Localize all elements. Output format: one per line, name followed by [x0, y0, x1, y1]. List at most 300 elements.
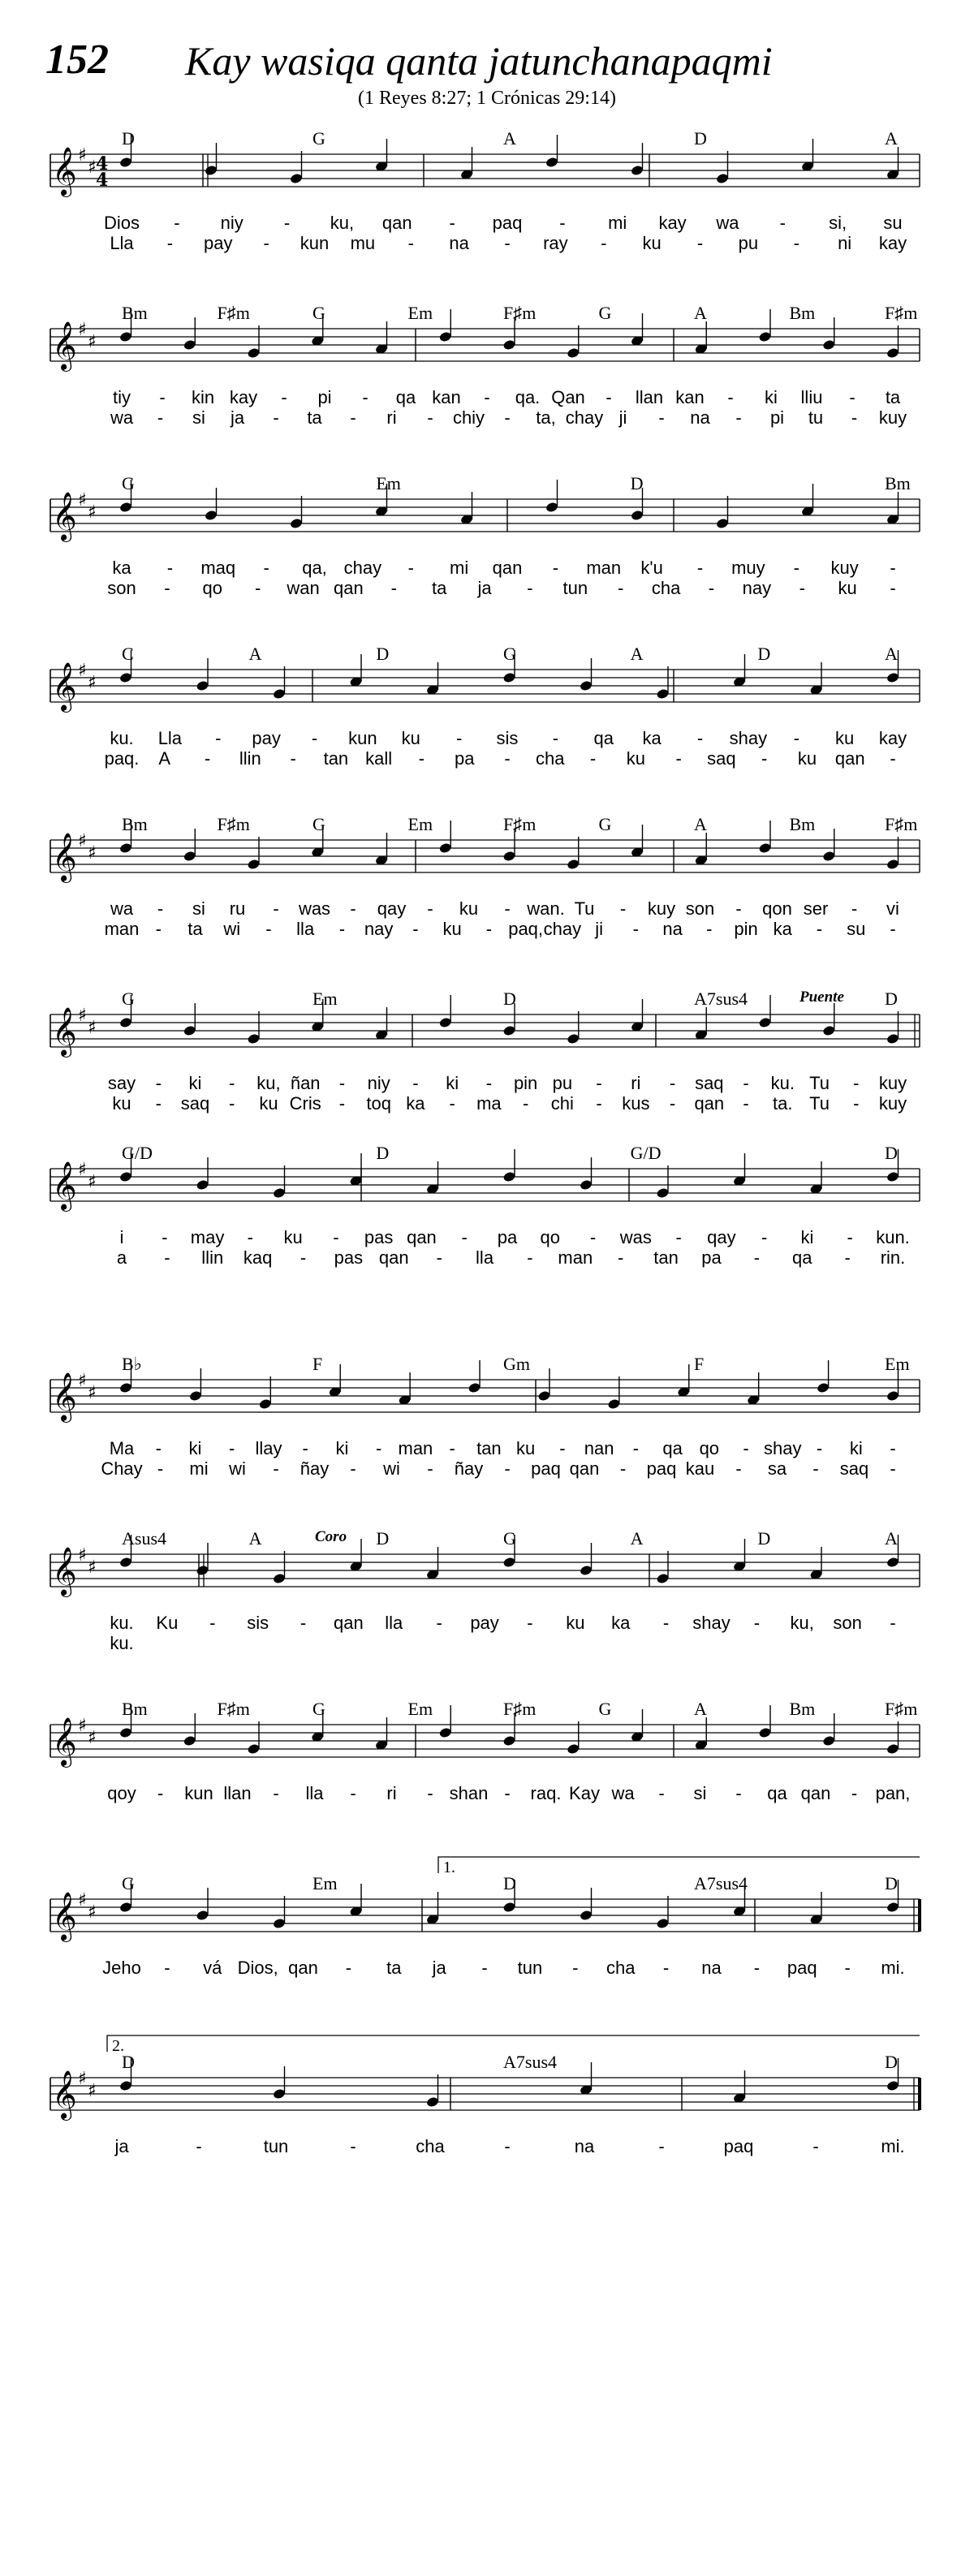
lyric-verse-1: - — [853, 1073, 860, 1093]
lyric-verse-1: - — [527, 1613, 533, 1633]
lyric-verse-2: ku — [259, 1093, 278, 1114]
lyric-verse-1: mi — [608, 213, 627, 233]
treble-clef-icon: 𝄞 — [52, 2070, 77, 2119]
lyric-verse-2: - — [390, 578, 397, 598]
lyric-verse-1: raq. — [530, 1783, 562, 1803]
sharp-icon: ♯ — [78, 831, 87, 851]
chord-symbol: Em — [312, 989, 338, 1009]
lyric-verse-1: kan — [675, 387, 705, 407]
lyric-verse-2: - — [504, 233, 511, 253]
lyric-verse-1: - — [247, 1227, 253, 1247]
lyric-verse-1: sis — [247, 1613, 269, 1633]
lyric-verse-1: Dios, — [237, 1958, 278, 1978]
lyric-verse-2: - — [418, 748, 425, 769]
chord-symbol: D — [885, 1873, 898, 1893]
lyric-verse-1: - — [793, 558, 799, 578]
chord-symbol: D — [885, 989, 898, 1009]
sharp-icon: ♯ — [78, 1890, 87, 1910]
lyric-verse-1: qa — [593, 728, 614, 748]
lyric-verse-1: ki — [849, 1438, 863, 1458]
lyric-verse-1: - — [484, 387, 490, 407]
lyric-verse-1: - — [847, 1227, 853, 1247]
lyric-verse-1: si — [192, 898, 205, 919]
lyric-verse-1: - — [263, 558, 269, 578]
chord-symbol: F — [694, 1354, 705, 1374]
lyric-verse-2: cha — [651, 578, 681, 598]
chord-symbol: G — [312, 303, 325, 323]
lyric-verse-1: pi — [317, 387, 332, 407]
lyric-verse-2: ja — [230, 407, 245, 428]
lyric-verse-2: saq — [839, 1458, 869, 1479]
lyric-verse-2: kau — [685, 1458, 715, 1479]
chord-symbol: F♯m — [217, 303, 250, 323]
lyric-verse-2: - — [632, 919, 639, 939]
lyric-verse-2: - — [265, 919, 272, 939]
lyric-verse-1: - — [735, 898, 742, 919]
chord-symbol: A — [248, 1528, 262, 1549]
lyric-verse-2: pi — [769, 407, 785, 428]
lyric-verse-1: ki — [188, 1073, 202, 1093]
lyric-verse-2: toq — [366, 1093, 391, 1114]
sharp-icon: ♯ — [88, 2081, 97, 2101]
song-number: 152 — [45, 37, 109, 83]
lyric-verse-2: - — [619, 1458, 627, 1479]
lyric-verse-1: qo — [699, 1438, 720, 1458]
chord-symbol: D — [503, 1873, 516, 1893]
lyric-verse-1: qa — [767, 1783, 787, 1803]
lyric-verse-1: kay — [878, 728, 907, 748]
lyric-verse-1: kuy — [647, 898, 676, 919]
lyric-verse-1: - — [890, 1613, 896, 1633]
lyric-verse-2: llin — [239, 748, 261, 769]
lyric-verse-2: na — [449, 233, 469, 253]
lyric-verse-1: cha — [416, 2136, 445, 2156]
lyric-verse-2: - — [753, 1247, 761, 1268]
lyric-verse-1: ki — [188, 1438, 202, 1458]
lyric-verse-1: Tu — [809, 1073, 830, 1093]
lyric-verse-2: pa — [701, 1247, 722, 1268]
lyric-verse-1: - — [753, 1958, 761, 1978]
treble-clef-icon: 𝄞 — [52, 1372, 77, 1421]
lyric-verse-2: - — [166, 233, 174, 253]
lyric-verse-1: chay — [343, 558, 382, 578]
lyric-verse-1: ku — [515, 1438, 536, 1458]
lyric-verse-1: Tu — [574, 898, 595, 919]
lyric-verse-1: - — [743, 1438, 749, 1458]
lyric-verse-1: lla — [385, 1613, 403, 1633]
lyric-verse-1: ku, — [256, 1073, 281, 1093]
lyric-verse-1: ri — [386, 1783, 397, 1803]
sharp-icon: ♯ — [78, 1716, 87, 1736]
lyric-verse-2: ku — [642, 233, 662, 253]
chord-symbol: D — [503, 989, 516, 1009]
lyric-verse-1: ja — [114, 2136, 129, 2156]
lyric-verse-1: - — [196, 2136, 202, 2156]
lyric-verse-1: llan — [635, 387, 664, 407]
chord-symbol: G/D — [630, 1143, 662, 1163]
lyric-verse-1: - — [455, 728, 463, 748]
lyric-verse-1: qa. — [515, 387, 541, 407]
lyric-verse-2: chi — [550, 1093, 574, 1114]
lyric-verse-1: ñan — [290, 1073, 321, 1093]
treble-clef-icon: 𝄞 — [52, 1007, 77, 1056]
lyric-verse-1: - — [273, 898, 279, 919]
lyric-verse-1: Kay — [569, 1783, 600, 1803]
lyric-verse-2: ja — [477, 578, 492, 598]
treble-clef-icon: 𝄞 — [52, 1161, 77, 1210]
lyric-verse-1: was — [619, 1227, 652, 1247]
lyric-verse-1: - — [209, 1613, 216, 1633]
lyric-verse-1: ku. — [110, 728, 134, 748]
lyric-verse-1: shan — [449, 1783, 489, 1803]
lyric-verse-2: chiy — [452, 407, 485, 428]
lyric-verse-1: qan — [800, 1783, 831, 1803]
lyric-verse-1: - — [761, 1227, 768, 1247]
lyric-verse-1: - — [669, 1073, 676, 1093]
lyric-verse-1: - — [675, 1227, 682, 1247]
sharp-icon: ♯ — [88, 157, 97, 178]
lyric-verse-2: tan — [323, 748, 349, 769]
lyric-verse-1: Qan — [551, 387, 585, 407]
volta-number: 2. — [112, 2037, 124, 2055]
lyric-verse-1: - — [844, 1958, 851, 1978]
lyric-verse-1: ri — [631, 1073, 641, 1093]
lyric-verse-1: - — [793, 728, 799, 748]
lyric-verse-1: pin — [513, 1073, 538, 1093]
lyric-verse-1: ku — [566, 1613, 585, 1633]
lyric-verse-1: - — [619, 898, 627, 919]
lyric-verse-1: ru — [229, 898, 246, 919]
lyric-verse-2: - — [155, 919, 162, 939]
lyric-verse-2: kus — [622, 1093, 650, 1114]
lyric-verse-1: qon — [762, 898, 792, 919]
lyric-verse-2: wi — [229, 1458, 246, 1479]
chord-symbol: D — [122, 2052, 135, 2072]
chord-symbol: G — [598, 814, 612, 834]
lyric-verse-2: saq — [707, 748, 736, 769]
lyric-verse-1: kun. — [876, 1227, 910, 1247]
lyric-verse-1: pan, — [875, 1783, 911, 1803]
lyric-verse-1: - — [727, 387, 734, 407]
treble-clef-icon: 𝄞 — [52, 492, 77, 541]
lyric-verse-2: - — [164, 578, 170, 598]
lyric-verse-1: ku. — [770, 1073, 795, 1093]
lyric-verse-1: wa — [110, 898, 134, 919]
chord-symbol: D — [376, 644, 390, 664]
lyric-verse-1: - — [504, 1783, 511, 1803]
lyric-verse-1: qan — [381, 213, 412, 233]
lyric-verse-1: - — [164, 1958, 170, 1978]
lyric-verse-1: ku — [283, 1227, 303, 1247]
chord-symbol: D — [694, 128, 707, 149]
lyric-verse-2: - — [350, 407, 356, 428]
lyric-verse-2: wa — [110, 407, 134, 428]
sharp-icon: ♯ — [88, 1172, 97, 1192]
chord-symbol: F♯m — [503, 303, 537, 323]
lyric-verse-1: ka — [642, 728, 662, 748]
lyric-verse-1: pa — [497, 1227, 518, 1247]
lyric-verse-2: a — [116, 1247, 127, 1268]
lyric-verse-1: wa — [611, 1783, 635, 1803]
lyric-verse-2: ri — [386, 407, 397, 428]
time-signature-top: 4 — [96, 153, 109, 174]
lyric-verse-1: lla — [305, 1783, 324, 1803]
section-mark: Coro — [315, 1528, 347, 1545]
lyric-verse-2: - — [761, 748, 768, 769]
lyric-verse-2: paq — [531, 1458, 561, 1479]
lyric-verse-2: man — [104, 919, 140, 939]
lyric-verse-1: tan — [476, 1438, 502, 1458]
treble-clef-icon: 𝄞 — [52, 662, 77, 711]
lyric-verse-2: - — [412, 919, 419, 939]
chord-symbol: Bm — [885, 473, 911, 493]
lyric-verse-2: qan — [834, 748, 865, 769]
lyric-verse-2: - — [504, 1458, 511, 1479]
lyric-verse-2: kuy — [878, 407, 907, 428]
lyric-verse-2: mu — [350, 233, 376, 253]
lyric-verse-2: ka — [406, 1093, 425, 1114]
lyric-verse-2: kay — [878, 233, 907, 253]
lyric-verse-2: - — [601, 233, 607, 253]
lyric-verse-1: - — [273, 1783, 279, 1803]
lyric-verse-2: - — [350, 1458, 356, 1479]
treble-clef-icon: 𝄞 — [52, 1717, 77, 1766]
lyric-verse-1: - — [300, 1613, 307, 1633]
chord-symbol: A7sus4 — [694, 989, 748, 1009]
time-signature-bottom: 4 — [96, 170, 109, 191]
lyric-verse-1: - — [735, 1783, 742, 1803]
lyric-verse-1: - — [743, 1073, 749, 1093]
lyric-verse-2: pa — [454, 748, 475, 769]
lyric-verse-2: llin — [201, 1247, 224, 1268]
lyric-verse-1: vá — [203, 1958, 222, 1978]
lyric-verse-2: wi — [223, 919, 241, 939]
sharp-icon: ♯ — [88, 1902, 97, 1923]
lyric-verse-2: son — [107, 578, 136, 598]
lyric-verse-1: lliu — [800, 387, 823, 407]
chord-symbol: F♯m — [217, 1699, 250, 1719]
lyric-verse-1: tun — [263, 2136, 289, 2156]
chord-symbol: D — [376, 1528, 390, 1549]
treble-clef-icon: 𝄞 — [52, 147, 77, 196]
lyric-verse-1: ki — [335, 1438, 349, 1458]
lyric-verse-1: ka — [611, 1613, 631, 1633]
chord-symbol: A7sus4 — [694, 1873, 748, 1893]
lyric-verse-2: paq. — [104, 748, 140, 769]
lyric-verse-1: man — [398, 1438, 433, 1458]
lyric-verse-2: - — [254, 578, 261, 598]
lyric-verse-1: mi — [450, 558, 469, 578]
lyric-verse-2: - — [706, 919, 713, 939]
lyric-verse-1: - — [436, 1613, 442, 1633]
lyric-verse-1: Dios — [103, 213, 140, 233]
lyric-verse-2: - — [890, 919, 896, 939]
lyric-verse-1: Jeho — [102, 1958, 141, 1978]
lyric-verse-2: - — [890, 748, 896, 769]
lyric-verse-2: - — [263, 233, 269, 253]
chord-symbol: A — [694, 303, 707, 323]
lyric-verse-1: niy — [367, 1073, 390, 1093]
chord-symbol: G — [312, 128, 325, 149]
lyric-verse-2: ñay — [300, 1458, 330, 1479]
lyric-verse-1: maq — [200, 558, 236, 578]
lyric-verse-2: - — [793, 233, 799, 253]
lyric-verse-2: ta. — [773, 1093, 793, 1114]
chord-symbol: Em — [407, 303, 433, 323]
lyric-verse-1: wan. — [527, 898, 565, 919]
lyric-verse-2: - — [427, 407, 433, 428]
lyric-verse-1: qa, — [302, 558, 327, 578]
lyric-verse-1: wa — [716, 213, 739, 233]
lyric-verse-2: Chay — [101, 1458, 143, 1479]
lyric-verse-2: tun — [562, 578, 588, 598]
lyric-verse-2: - — [290, 748, 296, 769]
lyric-verse-2: kall — [365, 748, 393, 769]
lyric-verse-1: - — [461, 1227, 468, 1247]
lyric-verse-1: - — [229, 1073, 235, 1093]
lyric-verse-2: ka — [773, 919, 792, 939]
chord-symbol: Asus4 — [122, 1528, 167, 1549]
lyric-verse-1: llay — [255, 1438, 282, 1458]
lyric-verse-1: - — [215, 728, 222, 748]
lyric-verse-1: - — [552, 728, 559, 748]
lyric-verse-2: pu — [738, 233, 759, 253]
lyric-verse-1: - — [559, 213, 566, 233]
lyric-verse-2: - — [155, 1093, 162, 1114]
lyric-verse-1: - — [606, 387, 612, 407]
lyric-verse-1: - — [166, 558, 174, 578]
lyric-verse-1: - — [427, 1783, 433, 1803]
chord-symbol: G — [122, 473, 135, 493]
lyric-verse-2: - — [273, 1458, 279, 1479]
lyric-verse-1: k'u — [640, 558, 663, 578]
lyric-verse-1: - — [572, 1958, 579, 1978]
chord-symbol: F — [312, 1354, 323, 1374]
lyric-verse-1: i — [119, 1227, 124, 1247]
lyric-verse-1: - — [345, 1958, 352, 1978]
lyric-verse-1: - — [890, 1438, 896, 1458]
chord-symbol: D — [757, 1528, 771, 1549]
lyric-verse-1: - — [229, 1438, 235, 1458]
lyric-verse-1: ki — [446, 1073, 459, 1093]
lyric-verse-2: ñay — [454, 1458, 484, 1479]
lyric-verse-1: - — [449, 1438, 455, 1458]
lyric-verse-1: ku. — [110, 1613, 134, 1633]
lyric-verse-1: - — [159, 387, 166, 407]
lyric-verse-2: kun — [300, 233, 330, 253]
lyric-verse-1: paq — [723, 2136, 754, 2156]
sharp-icon: ♯ — [78, 320, 87, 340]
lyric-verse-1: - — [157, 1783, 164, 1803]
lyric-verse-1: si — [693, 1783, 707, 1803]
lyric-verse-1: ku — [835, 728, 855, 748]
lyric-verse-2: ta — [431, 578, 447, 598]
chord-symbol: A — [694, 1699, 707, 1719]
lyric-verse-2: su — [847, 919, 866, 939]
chord-symbol: B♭ — [122, 1354, 143, 1374]
lyric-verse-1: qa — [395, 387, 416, 407]
lyric-verse-1: tiy — [113, 387, 131, 407]
sharp-icon: ♯ — [78, 490, 87, 510]
lyric-verse-2: paq, — [508, 919, 544, 939]
lyric-verse-2: - — [504, 407, 511, 428]
lyric-verse-2: - — [436, 1247, 442, 1268]
lyric-verse-1: qa — [662, 1438, 683, 1458]
sharp-icon: ♯ — [78, 1545, 87, 1566]
chord-symbol: D — [122, 128, 135, 149]
lyric-verse-2: ray — [543, 233, 568, 253]
lyric-verse-1: vi — [886, 898, 899, 919]
sharp-icon: ♯ — [78, 2069, 87, 2089]
chord-symbol: G — [312, 1699, 325, 1719]
lyric-verse-2: - — [204, 748, 211, 769]
lyric-verse-1: kun — [348, 728, 377, 748]
chord-symbol: G — [503, 1528, 516, 1549]
chord-symbol: Gm — [503, 1354, 530, 1374]
chord-symbol: Bm — [789, 814, 816, 834]
lyric-verse-1: qan — [334, 1613, 364, 1633]
lyric-verse-2: - — [735, 1458, 742, 1479]
lyric-verse-1: - — [696, 728, 704, 748]
chord-symbol: D — [757, 644, 771, 664]
lyric-verse-1: si, — [829, 213, 847, 233]
lyric-verse-1: ta — [885, 387, 901, 407]
lyric-verse-1: - — [890, 558, 896, 578]
lyric-verse-2: - — [853, 1093, 860, 1114]
lyric-verse-2: - — [164, 1247, 170, 1268]
lyric-verse-2: ku — [797, 748, 817, 769]
lyric-verse-1: - — [155, 1438, 162, 1458]
lyric-verse-1: - — [362, 387, 368, 407]
lyric-verse-1: qan — [288, 1958, 318, 1978]
lyric-verse-2: qan — [569, 1458, 600, 1479]
chord-symbol: C — [122, 644, 134, 664]
lyric-verse-1: - — [283, 213, 291, 233]
lyric-verse-1: pas — [364, 1227, 394, 1247]
lyric-verse-2: - — [504, 748, 511, 769]
lyric-verse-1: - — [662, 1958, 670, 1978]
lyric-verse-2: si — [192, 407, 205, 428]
lyric-verse-1: mi. — [881, 1958, 905, 1978]
lyric-verse-1: - — [449, 213, 455, 233]
lyric-verse-2: ta — [307, 407, 322, 428]
lyric-verse-2: ku — [626, 748, 645, 769]
lyric-verse-2: ku — [442, 919, 462, 939]
lyric-verse-1: - — [658, 2136, 665, 2156]
lyric-verse-1: qo — [540, 1227, 561, 1247]
lyric-verse-1: - — [427, 898, 433, 919]
lyric-verse-2: - — [669, 1093, 676, 1114]
lyric-verse-1: qan — [407, 1227, 437, 1247]
sharp-icon: ♯ — [78, 145, 87, 166]
lyric-verse-1: - — [302, 1438, 308, 1458]
chord-symbol: G — [122, 1873, 135, 1893]
lyric-verse-1: ja — [432, 1958, 446, 1978]
lyric-verse-2: - — [300, 1247, 307, 1268]
volta-bracket — [438, 1857, 920, 1873]
lyric-verse-1: - — [281, 387, 287, 407]
lyric-verse-1: kun — [184, 1783, 213, 1803]
lyric-verse-2: ji — [595, 919, 603, 939]
lyric-verse-1: son — [685, 898, 715, 919]
lyric-verse-1: - — [596, 1073, 602, 1093]
lyric-verse-2: qo — [202, 578, 223, 598]
lyric-verse-1: ser — [803, 898, 829, 919]
lyric-verse-2: lla — [296, 919, 315, 939]
lyric-verse-2: saq — [180, 1093, 210, 1114]
lyric-verse-2: - — [618, 578, 624, 598]
chord-symbol: Em — [312, 1873, 338, 1893]
